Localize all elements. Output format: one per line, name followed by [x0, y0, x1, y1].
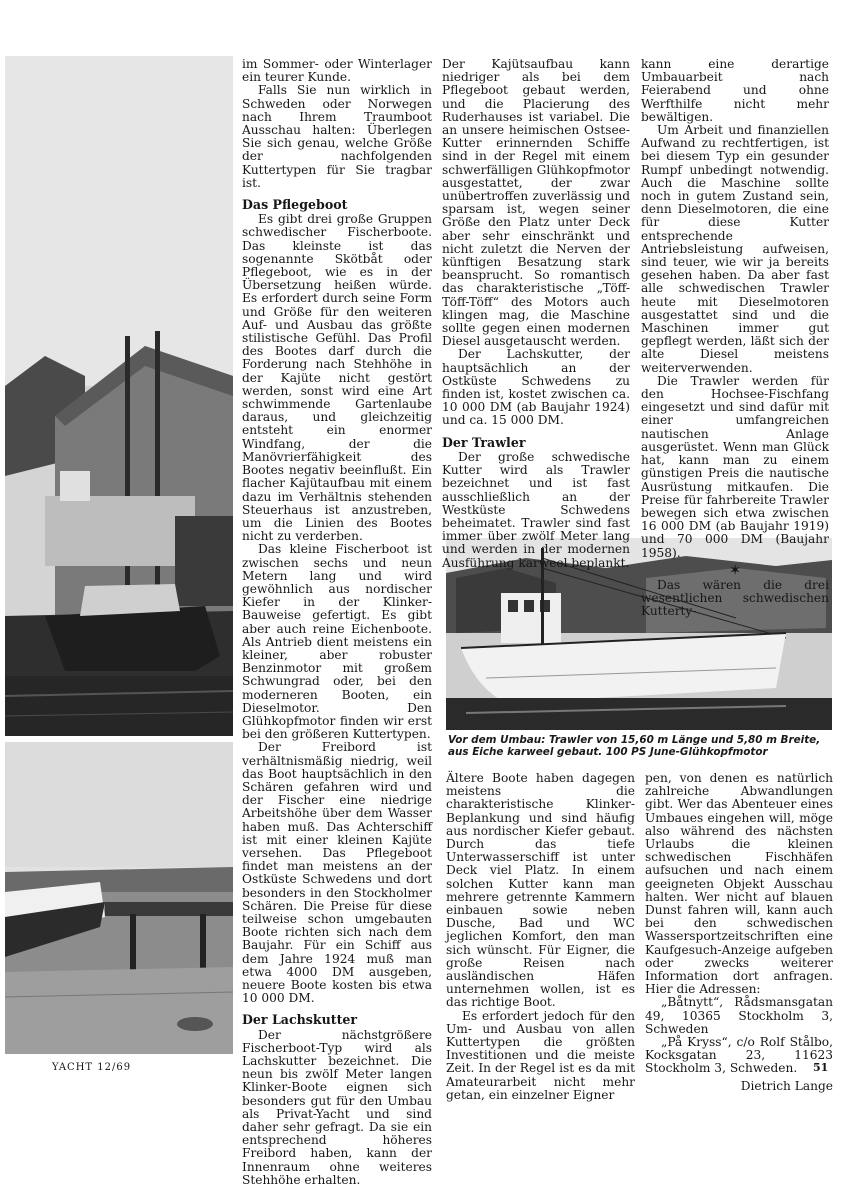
- address-batnytt: „Båtnytt“, Rådsmansgatan 49, 10365 Stockholm 3, Schweden: [645, 995, 833, 1036]
- page-number: 51: [813, 1061, 829, 1074]
- boathouse-photo-art: [5, 56, 233, 736]
- section-heading-trawler: Der Trawler: [442, 434, 526, 450]
- dock-photo: [5, 742, 233, 1054]
- paragraph: im Sommer- oder Winterlager ein teurer Kunde.: [242, 57, 432, 85]
- paragraph: Das kleine Fischerboot ist zwischen sechs und neun Metern lang und wird gewöhnlich aus nordischer Kiefer in der Klinker-Bauweise gefertigt. Es gibt aber auch reine Eichenboote. Als Antrieb dient meistens ein kleiner, aber robuster Benzinmotor mit großem Schwungrad oder, bei den moderneren Booten, ein Dieselmotor. Den Glühkopfmotor finden wir erst bei den größeren Kuttertypen.: [242, 542, 432, 742]
- paragraph: Der Lachskutter, der hauptsächlich an der Ostküste Schwedens zu finden ist, kostet zwischen ca. 10 000 DM (ab Baujahr 1924) und ca. 15 000 DM.: [442, 347, 630, 428]
- text-column-2: [442, 58, 630, 570]
- author-signature: Dietrich Lange: [740, 1078, 833, 1093]
- text-column-2-bottom: [446, 772, 635, 1102]
- paragraph: Um Arbeit und finanziellen Aufwand zu rechtfertigen, ist bei diesem Typ ein gesunder Rumpf unbedingt notwendig. Auch die Maschine sollte noch in gutem Zustand sein, denn Dieselmotoren, die eine für diese Kutter entsprechende Antriebsleistung aufweisen, sind teuer, wie wir ja bereits gesehen haben. Da aber fast alle schwedischen Trawler heute mit Dieselmotoren ausgestattet sind und die Maschinen immer gut gepflegt werden, läßt sich der alte Diesel meistens weiterverwenden.: [641, 123, 829, 375]
- paragraph: Der Freibord ist verhältnismäßig niedrig, weil das Boot hauptsächlich in den Schären gefahren wird und der Fischer eine niedrige Arbeitshöhe über dem Wasser haben muß. Das Achterschiff ist mit einer kleinen Kajüte versehen. Das Pflegeboot findet man meistens an der Ostküste Schwedens und dort besonders in den Stockholmer Schären. Die Preise für diese teilweise schon umgebauten Boote richten sich nach dem Baujahr. Für ein Schiff aus dem Jahre 1924 muß man etwa 4000 DM ausgeben, neuere Boote kosten bis etwa 10 000 DM.: [242, 740, 432, 1006]
- paragraph: Das wären die drei wesentlichen schwedischen Kutterty-: [641, 577, 829, 619]
- paragraph: Ältere Boote haben dagegen meistens die charakteristische Klinker-Beplankung und sind häufig aus nordischer Kiefer gebaut. Durch das tiefe Unterwasserschiff ist unter Deck viel Platz. In einem solchen Kutter kann man mehrere getrennte Kammern einbauen sowie neben Dusche, Bad und WC jeglichen Komfort, den man sich wünscht. Für Eigner, die große Reisen nach ausländischen Häfen unternehmen wollen, ist es das richtige Boot.: [446, 771, 635, 1010]
- paragraph: Der große schwedische Kutter wird als Trawler bezeichnet und ist fast ausschließlich an der Westküste Schwedens beheimatet. Trawler sind fast immer über zwölf Meter lang und werden in der modernen Ausführung karweel beplankt.: [442, 449, 630, 570]
- paragraph: Der Kajütsaufbau kann niedriger als bei dem Pflegeboot gebaut werden, und die Placierung des Ruderhauses ist variabel. Die an unsere heimischen Ostsee-Kutter erinnernden Schiffe sind in der Regel mit einem schwerfälligen Glühkopfmotor ausgestattet, der zwar unübertroffen zuverlässig und sparsam ist, wegen seiner Größe den Platz unter Deck aber sehr einschränkt und nicht zuletzt die Nerven der künftigen Besatzung stark beansprucht. So romantisch das charakteristische „Töff-Töff-Töff“ des Motors auch klingen mag, die Maschine sollte gegen einen modernen Diesel ausgetauscht werden.: [442, 57, 630, 349]
- address-pa-kryss: „På Kryss“, c/o Rolf Stålbo, Kocksgatan 23, 11623 Stockholm 3, Schweden.: [645, 1035, 833, 1076]
- paragraph: kann eine derartige Umbauarbeit nach Feierabend und ohne Werfthilfe nicht mehr bewältigen.: [641, 57, 829, 124]
- paragraph: Falls Sie nun wirklich in Schweden oder Norwegen nach Ihrem Traumboot Ausschau halten: Überlegen Sie sich genau, welche Größe der nachfolgenden Kuttertypen für Sie tragbar ist.: [242, 83, 432, 190]
- dock-photo-art: [5, 742, 233, 1054]
- star-divider-icon: ✶: [728, 560, 742, 579]
- paragraph: pen, von denen es natürlich zahlreiche Abwandlungen gibt. Wer das Abenteuer eines Umbaues eingehen will, möge also während des nächsten Urlaubs die kleinen schwedischen Fischhäfen aufsuchen und nach einem geeigneten Objekt Ausschau halten. Wer nicht auf blauen Dunst fahren will, kann auch bei den schwedischen Wassersportzeitschriften eine Kaufgesuch-Anzeige aufgeben oder zwecks weiterer Information dort anfragen. Hier die Adressen:: [645, 771, 833, 997]
- boathouse-photo: [5, 56, 233, 736]
- section-heading-pflegeboot: Das Pflegeboot: [242, 197, 348, 213]
- paragraph: Es erfordert jedoch für den Um- und Ausbau von allen Kuttertypen die größten Investitionen und die meiste Zeit. In der Regel ist es da mit Amateurarbeit nicht mehr getan, ein einzelner Eigner: [446, 1008, 635, 1102]
- text-column-3-bottom: [645, 772, 833, 1093]
- photo-caption: Vor dem Umbau: Trawler von 15,60 m Länge und 5,80 m Breite, aus Eiche karweel gebaut. 100 PS June-Glühkopfmotor: [448, 734, 821, 758]
- text-column-1: [242, 58, 432, 1187]
- paragraph: Der nächstgrößere Fischerboot-Typ wird als Lachskutter bezeichnet. Die neun bis zwölf Meter langen Klinker-Boote eignen sich besonders gut für den Umbau als Privat-Yacht und sind daher sehr gefragt. Da sie ein entsprechend höheres Freibord haben, kann der Innenraum ohne weiteres Stehhöhe erhalten.: [242, 1027, 432, 1187]
- section-heading-lachskutter: Der Lachskutter: [242, 1012, 358, 1028]
- text-column-3: [641, 58, 829, 619]
- paragraph: Die Trawler werden für den Hochsee-Fischfang eingesetzt und sind dafür mit einer umfangreichen nautischen Anlage ausgerüstet. Wenn man Glück hat, kann man zu einem günstigen Preis die nautische Ausrüstung mitkaufen. Die Preise für fahrbereite Trawler bewegen sich etwa zwischen 16 000 DM (ab Baujahr 1919) und 70 000 DM (Baujahr 1958).: [641, 373, 829, 560]
- paragraph: Es gibt drei große Gruppen schwedischer Fischerboote. Das kleinste ist das sogenannte Skötbåt oder Pflegeboot, wie es in der Übersetzung heißen würde. Es erfordert durch seine Form und Größe für den weiteren Auf- und Ausbau das größte stilistische Gefühl. Das Profil des Bootes darf durch die Forderung nach Stehhöhe in der Kajüte nicht gestört werden, sonst wird eine Art schwimmende Gartenlaube daraus, und gleichzeitig entsteht ein enormer Windfang, der die Manövrierfähigkeit des Bootes negativ beeinflußt. Ein flacher Kajütaufbau mit einem dazu im Verhältnis stehenden Steuerhaus ist anzustreben, um die Linien des Bootes nicht zu verderben.: [242, 212, 432, 544]
- magazine-issue: YACHT 12/69: [52, 1062, 132, 1073]
